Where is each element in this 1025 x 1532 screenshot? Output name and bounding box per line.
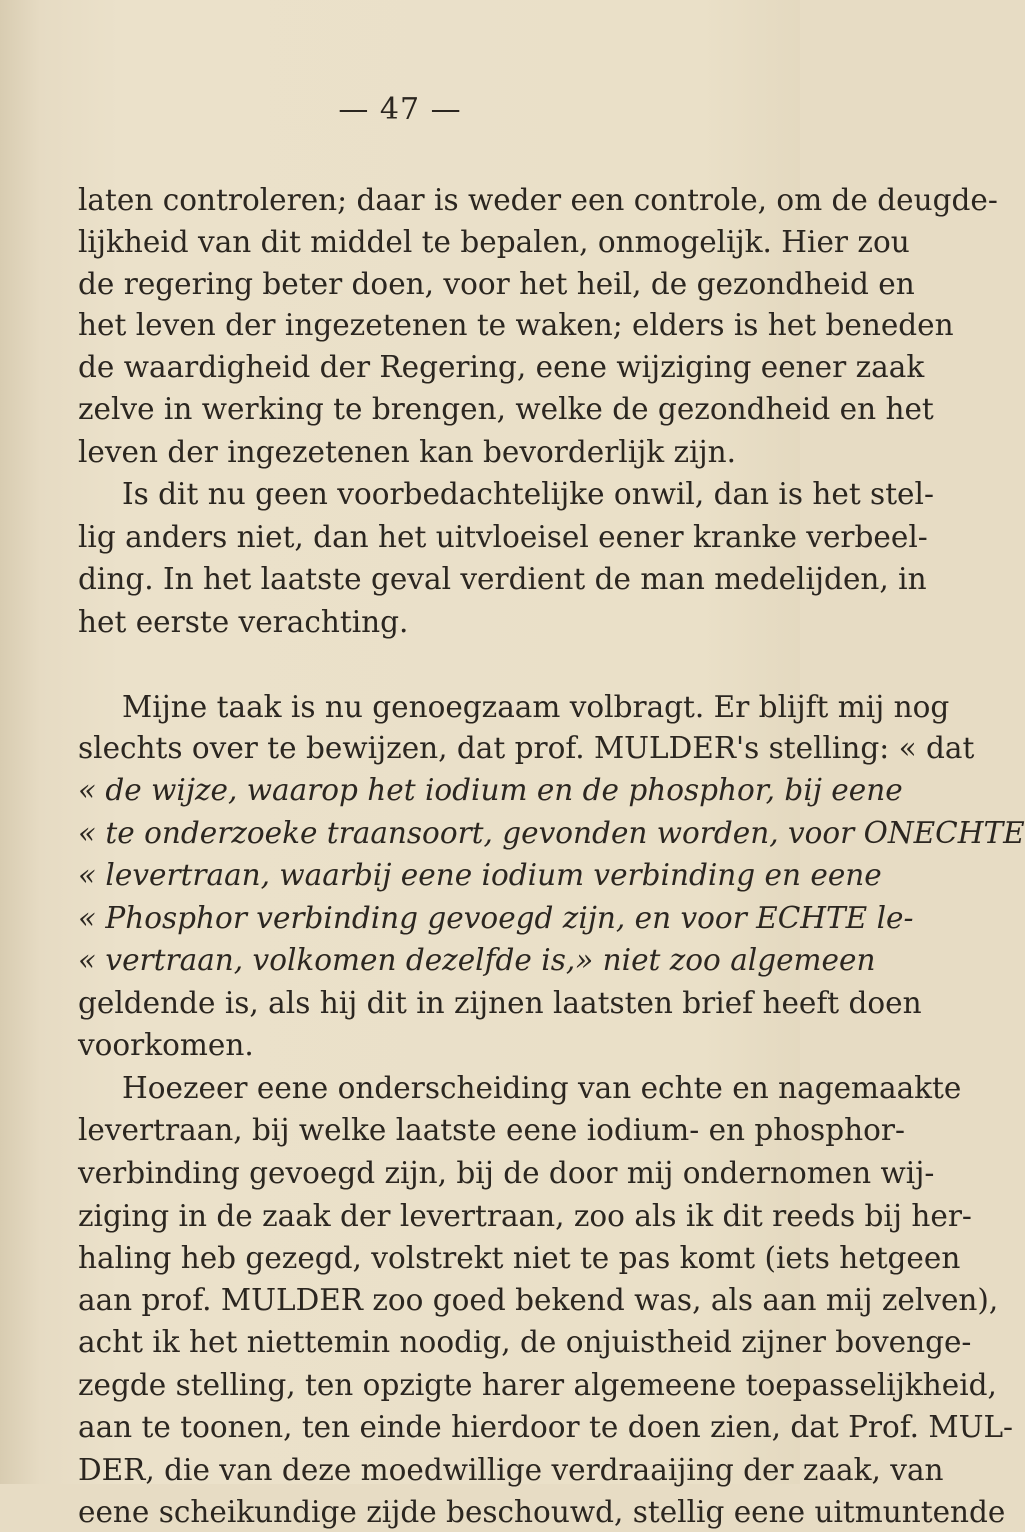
text-line: zegde stelling, ten opzigte harer algemeene toepasselijkheid, bbox=[78, 1368, 997, 1402]
text-line: eene scheikundige zijde beschouwd, stellig eene uitmuntende bbox=[78, 1495, 1006, 1529]
text-line: het eerste verachting. bbox=[78, 605, 409, 639]
text-line: « vertraan, volkomen dezelfde is,» niet zoo algemeen bbox=[78, 943, 876, 977]
text-line: lijkheid van dit middel te bepalen, onmogelijk. Hier zou bbox=[78, 225, 910, 259]
text-line: zelve in werking te brengen, welke de gezondheid en het bbox=[78, 392, 934, 426]
text-line: de waardigheid der Regering, eene wijziging eener zaak bbox=[78, 350, 925, 384]
text-line: aan prof. MULDER zoo goed bekend was, als aan mij zelven), bbox=[78, 1283, 999, 1317]
text-line: Mijne taak is nu genoegzaam volbragt. Er blijft mij nog bbox=[122, 690, 950, 724]
text-line: « levertraan, waarbij eene iodium verbinding en eene bbox=[78, 858, 882, 892]
text-line: DER, die van deze moedwillige verdraaijing der zaak, van bbox=[78, 1453, 944, 1487]
text-line: leven der ingezetenen kan bevorderlijk zijn. bbox=[78, 435, 737, 469]
text-line: geldende is, als hij dit in zijnen laatsten brief heeft doen bbox=[78, 986, 922, 1020]
text-line: laten controleren; daar is weder een controle, om de deugde- bbox=[78, 183, 998, 217]
text-line: voorkomen. bbox=[78, 1028, 254, 1062]
page-number: — 47 — bbox=[338, 92, 462, 127]
text-line: « te onderzoeke traansoort, gevonden worden, voor ONECHTE bbox=[78, 816, 1025, 850]
text-line: acht ik het niettemin noodig, de onjuistheid zijner bovenge- bbox=[78, 1325, 972, 1359]
text-line: haling heb gezegd, volstrekt niet te pas komt (iets hetgeen bbox=[78, 1241, 961, 1275]
text-line: ding. In het laatste geval verdient de man medelijden, in bbox=[78, 562, 927, 596]
text-line: ziging in de zaak der levertraan, zoo als ik dit reeds bij her- bbox=[78, 1199, 972, 1233]
text-line: het leven der ingezetenen te waken; elders is het beneden bbox=[78, 308, 954, 342]
text-line: « de wijze, waarop het iodium en de phosphor, bij eene bbox=[78, 773, 903, 807]
text-line: Is dit nu geen voorbedachtelijke onwil, dan is het stel- bbox=[122, 477, 934, 511]
text-line: lig anders niet, dan het uitvloeisel eener kranke verbeel- bbox=[78, 520, 928, 554]
text-line: verbinding gevoegd zijn, bij de door mij ondernomen wij- bbox=[78, 1156, 935, 1190]
text-line: « Phosphor verbinding gevoegd zijn, en voor ECHTE le- bbox=[78, 901, 914, 935]
text-line: slechts over te bewijzen, dat prof. MULDER's stelling: « dat bbox=[78, 731, 975, 765]
text-line: levertraan, bij welke laatste eene iodium- en phosphor- bbox=[78, 1113, 905, 1147]
text-line: aan te toonen, ten einde hierdoor te doen zien, dat Prof. MUL- bbox=[78, 1410, 1014, 1444]
text-line: de regering beter doen, voor het heil, de gezondheid en bbox=[78, 267, 915, 301]
text-line: Hoezeer eene onderscheiding van echte en nagemaakte bbox=[122, 1071, 962, 1105]
